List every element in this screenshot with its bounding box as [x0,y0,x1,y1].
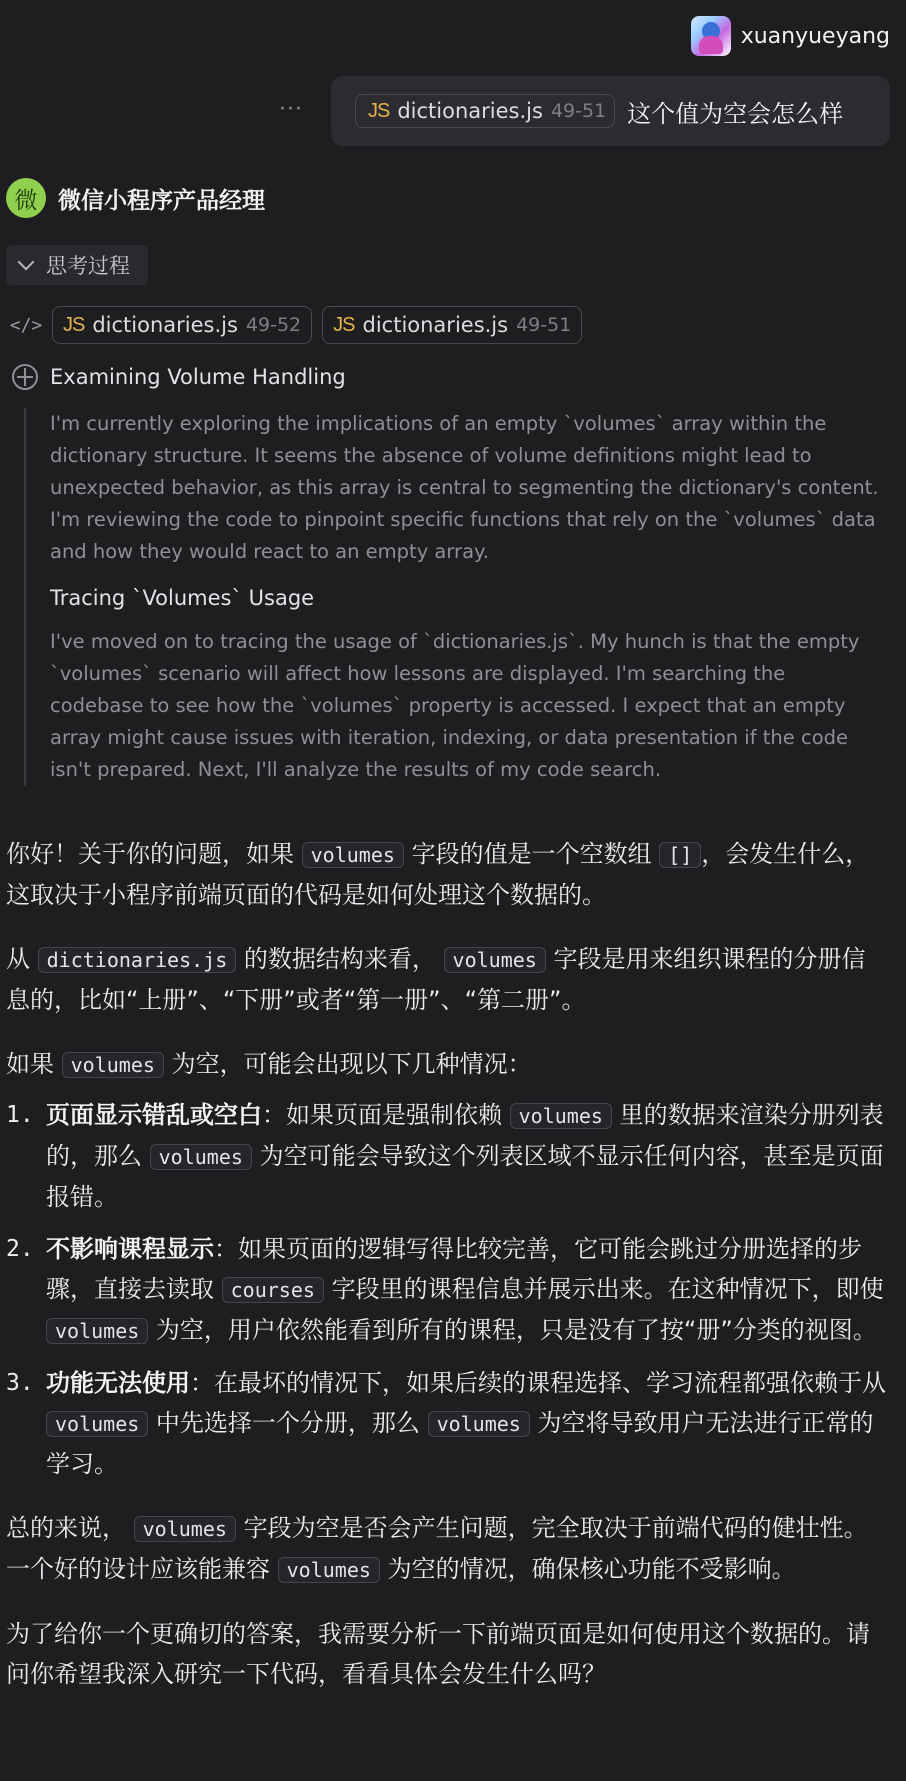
text-span: 为空，可能会出现以下几种情况： [163,1050,532,1078]
text-span: 字段为空是否会产生问题，完全取决于前端代码的健壮性。一个好的设计应该能兼容 [6,1514,868,1583]
more-options-icon[interactable]: ··· [279,97,303,122]
code-reference-chip[interactable] [322,306,582,344]
file-name: dictionaries.js [92,313,238,337]
text-span: 为空，用户依然能看到所有的课程，只是没有了按“册”分类的视图。 [148,1316,877,1344]
list-item [6,1095,886,1217]
file-name: dictionaries.js [362,313,509,337]
answer-paragraph [6,1508,886,1590]
javascript-file-icon: JS [63,313,85,336]
code-reference-chip[interactable] [52,306,312,344]
inline-code: volumes [46,1318,148,1344]
item-title: 不影响课程显示 [46,1235,214,1263]
item-title: 页面显示错乱或空白 [46,1101,262,1129]
thought-header [12,364,346,390]
text-span: 为空将导致用户无法进行正常的学习。 [46,1409,874,1478]
text-span: 的数据结构来看， [236,945,444,973]
inline-code: volumes [302,842,404,868]
answer-paragraph [6,1044,886,1085]
inline-code: volumes [62,1052,164,1078]
line-range: 49-52 [245,314,302,336]
inline-code: volumes [510,1103,612,1129]
text-span: 你好！关于你的问题，如果 [6,840,302,868]
code-references [9,306,582,344]
assistant-name: 微信小程序产品经理 [58,187,265,214]
text-span: 字段是用来组织课程的分册信息的，比如“上册”、“下册”或者“第一册”、“第二册”。 [6,945,866,1014]
thought-content [24,408,884,786]
scenario-list [6,1095,886,1484]
line-range: 49-51 [550,100,607,122]
user-avatar[interactable] [691,16,731,56]
thinking-label: 思考过程 [46,254,130,278]
answer-paragraph: 为了给你一个更确切的答案，我需要分析一下前端页面是如何使用这个数据的。请问你希望我深入研究一下代码，看看具体会发生什么吗？ [6,1620,870,1688]
inline-code: volumes [150,1144,252,1170]
thought-title: Examining Volume Handling [50,365,346,389]
inline-code: volumes [444,947,546,973]
inline-code: volumes [428,1411,530,1437]
thinking-process-toggle[interactable] [6,245,148,285]
thought-paragraph: I've moved on to tracing the usage of `dictionaries.js`. My hunch is that the empty `volumes` scenario will affect how lessons are displayed. I'm searching the codebase to see how the `volumes` property is accessed. I expect that an empty array might cause issues with iteration, indexing, or data presentation if the code isn't prepared. Next, I'll analyze the results of my code search. [50,630,860,781]
text-span: 里的数据来渲染分册列表的，那么 [46,1101,884,1170]
item-title: 功能无法使用 [46,1369,190,1397]
code-icon: </> [9,314,43,336]
inline-code: dictionaries.js [38,947,237,973]
list-item [6,1363,886,1484]
text-span: 从 [6,945,38,973]
assistant-header [6,178,265,218]
text-span: ：在最坏的情况下，如果后续的课程选择、学习流程都强依赖于从 [190,1369,886,1397]
text-span: 为空可能会导致这个列表区域不显示任何内容，甚至是页面报错。 [46,1142,884,1211]
text-span: 如果 [6,1050,62,1078]
text-span: 字段的值是一个空数组 [403,840,660,868]
text-span: 为空的情况，确保核心功能不受影响。 [379,1555,796,1583]
text-span: ：如果页面是强制依赖 [262,1101,510,1129]
text-span: 中先选择一个分册，那么 [148,1409,428,1437]
inline-code: [] [659,842,701,868]
text-span: 字段里的课程信息并展示出来。在这种情况下，即使 [323,1275,884,1303]
inline-code: volumes [134,1516,236,1542]
list-number: 3. [6,1370,34,1396]
chevron-down-icon [18,254,35,271]
user-header [691,16,890,56]
list-item [6,1229,886,1351]
inline-code: courses [222,1277,324,1303]
user-message-bubble [331,76,890,146]
answer-paragraph [6,834,886,915]
file-name: dictionaries.js [397,99,543,123]
assistant-answer [6,834,886,1718]
javascript-file-icon: JS [333,313,355,336]
inline-code: volumes [46,1411,148,1437]
user-message-text: 这个值为空会怎么样 [627,99,844,128]
thought-subtitle: Tracing `Volumes` Usage [50,586,315,610]
list-number: 2. [6,1236,34,1262]
text-span: ：如果页面的逻辑写得比较完善，它可能会跳过分册选择的步骤，直接去读取 [46,1235,862,1303]
text-span: 总的来说， [6,1514,134,1542]
text-span: ，会发生什么，这取决于小程序前端页面的代码是如何处理这个数据的。 [6,840,870,909]
line-range: 49-51 [516,314,572,336]
assistant-avatar: 微 [6,178,46,218]
user-name: xuanyueyang [740,23,890,49]
inline-code: volumes [278,1557,380,1583]
javascript-file-icon: JS [368,99,390,122]
file-reference-chip[interactable] [355,94,615,128]
thought-paragraph: I'm currently exploring the implications of an empty `volumes` array within the dictionary structure. It seems the absence of volume definitions might lead to unexpected behavior, as this array is central to segmenting the dictionary's content. I'm reviewing the code to pinpoint specific functions that rely on the `volumes` data and how they would react to an empty array. [50,412,879,563]
answer-paragraph [6,939,886,1020]
list-number: 1. [6,1102,34,1128]
brain-icon [12,364,38,390]
